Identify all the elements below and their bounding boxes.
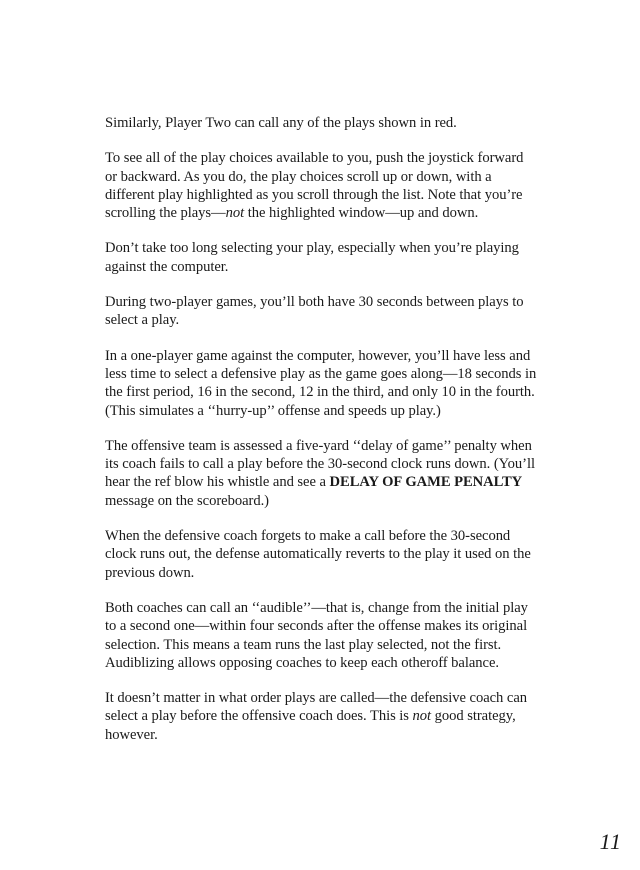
emphasis-text: not bbox=[412, 708, 432, 725]
paragraph-audible bbox=[105, 599, 537, 672]
paragraph-dont-take-long bbox=[105, 239, 537, 276]
paragraph-text: The offensive team is assessed a five-yard ‘‘delay of game’’ penalty when its coach fails to call a play before the 30-second clock runs down. (You’ll hear the ref blow his whistle and see a bbox=[105, 437, 535, 491]
emphasis-text: not bbox=[225, 205, 245, 222]
paragraph-text: When the defensive coach forgets to make a call before the 30-second clock runs out, the defense automatically reverts to the play it used on the previous down. bbox=[105, 528, 531, 581]
bold-text: DELAY OF GAME PENALTY bbox=[329, 474, 523, 491]
paragraph-text: Similarly, Player Two can call any of the plays shown in red. bbox=[105, 115, 457, 131]
paragraph-text: In a one-player game against the computer, however, you’ll have less and less time to select a defensive play as the game goes along—18 seconds in the first period, 16 in the second, 12 in the third, and only 10 in the fourth. (This simulates a ‘‘hurry-up’’ offense and speeds up play.) bbox=[105, 347, 537, 419]
paragraph-text: Don’t take too long selecting your play, especially when you’re playing against the computer. bbox=[105, 240, 519, 275]
paragraph-text: To see all of the play choices available to you, push the joystick forward or backward. As you do, the play choices scroll up or down, with a different play highlighted as you scroll through the list. Note that you’re scrolling the plays— bbox=[105, 150, 524, 222]
paragraph-text: message on the scoreboard.) bbox=[105, 492, 269, 509]
page-body bbox=[105, 114, 537, 761]
paragraph-scrolling bbox=[105, 149, 537, 222]
paragraph-order bbox=[105, 689, 537, 744]
paragraph-text: the highlighted window—up and down. bbox=[244, 205, 479, 222]
paragraph-text: During two-player games, you’ll both have 30 seconds between plays to select a play. bbox=[105, 294, 524, 329]
paragraph-defensive-coach bbox=[105, 527, 537, 582]
paragraph-text: good strategy, however. bbox=[105, 708, 516, 743]
paragraph-player-two bbox=[105, 114, 537, 132]
paragraph-two-player bbox=[105, 293, 537, 330]
page-number: 11 bbox=[599, 829, 622, 854]
paragraph-delay-of-game bbox=[105, 437, 537, 510]
paragraph-text: Both coaches can call an ‘‘audible’’—that is, change from the initial play to a second one—within four seconds after the offense makes its original selection. This means a team runs the last play selected, not the first. Audiblizing allows opposing coaches to keep each otheroff balance. bbox=[105, 599, 528, 671]
paragraph-text: It doesn’t matter in what order plays are called—the defensive coach can select a play before the offensive coach does. This is bbox=[105, 690, 528, 725]
paragraph-one-player bbox=[105, 347, 537, 420]
